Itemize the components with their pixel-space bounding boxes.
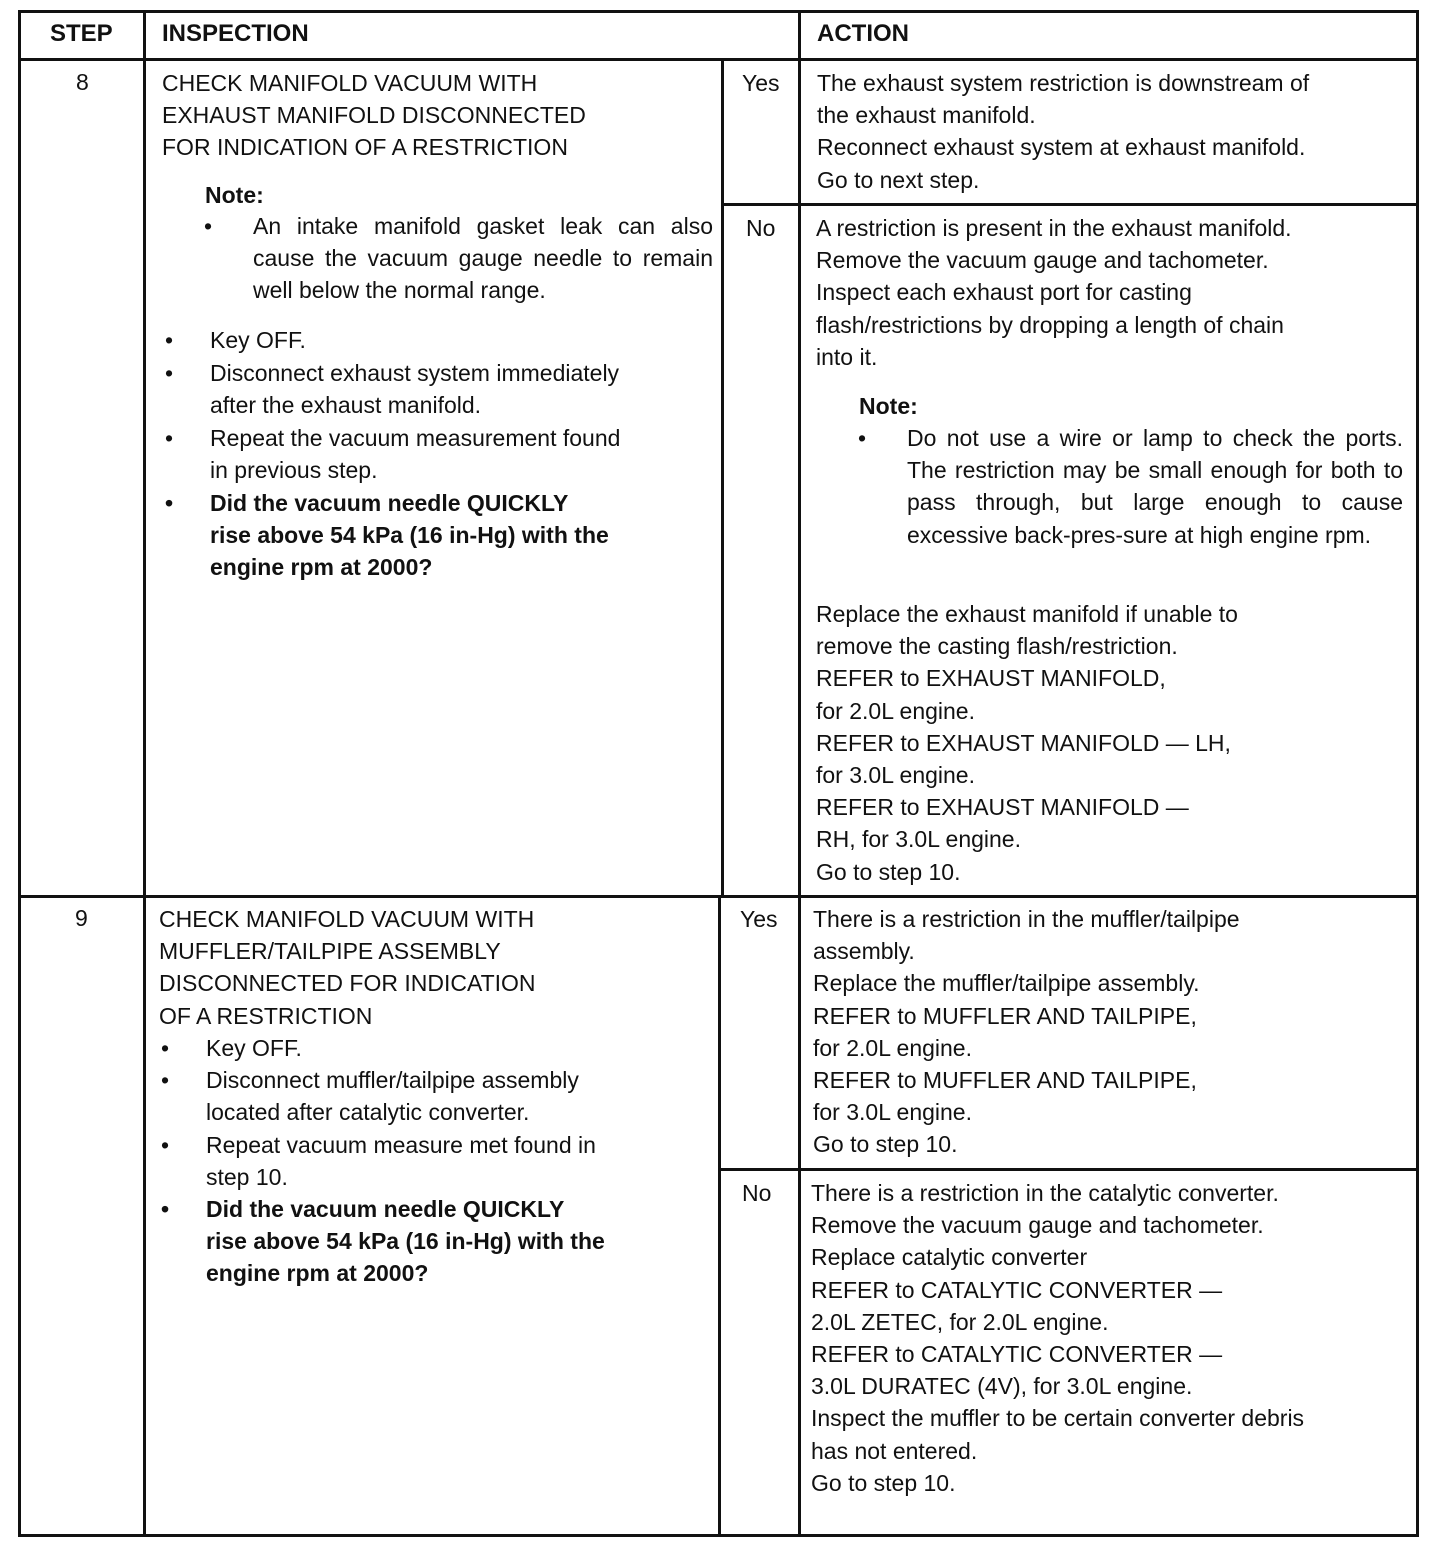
inspection-question: Did the vacuum needle QUICKLY rise above 54 kPa (16 in-Hg) with the engine rpm at 2000? bbox=[206, 1196, 605, 1287]
note-bullet-icon: • bbox=[204, 213, 213, 239]
no-label: No bbox=[742, 1180, 772, 1206]
row-8-yes-no-divider bbox=[721, 203, 1419, 206]
note-bullet-icon: • bbox=[858, 425, 867, 451]
bullet-icon: • bbox=[161, 1035, 170, 1061]
step-number: 8 bbox=[76, 69, 89, 95]
yes-label: Yes bbox=[742, 70, 780, 96]
list-item: Key OFF. bbox=[210, 327, 306, 353]
action-column-divider bbox=[798, 10, 801, 1537]
row-8-answer-divider bbox=[721, 58, 724, 898]
diagnostic-table bbox=[18, 10, 1419, 1537]
no-action-text: A restriction is present in the exhaust manifold. Remove the vacuum gauge and tachometer. Inspect each exhaust port for casting flash/restrictions by dropping a length of chain into it. bbox=[816, 215, 1292, 370]
bullet-icon: • bbox=[165, 360, 174, 386]
bullet-icon: • bbox=[161, 1196, 170, 1222]
list-item: Repeat vacuum measure met found in step 10. bbox=[206, 1132, 596, 1191]
step-column-divider bbox=[143, 10, 146, 1537]
note-label: Note: bbox=[859, 393, 918, 419]
row-9-answer-divider bbox=[718, 895, 721, 1537]
inspection-title: CHECK MANIFOLD VACUUM WITH MUFFLER/TAILPIPE ASSEMBLY DISCONNECTED FOR INDICATION OF A RESTRICTION bbox=[159, 906, 536, 1029]
header-step: STEP bbox=[50, 20, 113, 47]
table-left-border bbox=[18, 10, 21, 1537]
list-item: Repeat the vacuum measurement found in previous step. bbox=[210, 425, 621, 484]
yes-action-text: There is a restriction in the muffler/tailpipe assembly. Replace the muffler/tailpipe assembly. REFER to MUFFLER AND TAILPIPE, for 2.0L engine. REFER to MUFFLER AND TAILPIPE, for 3.0L engine. Go to step 10. bbox=[813, 906, 1240, 1158]
list-item: Disconnect muffler/tailpipe assembly located after catalytic converter. bbox=[206, 1067, 579, 1126]
header-inspection: INSPECTION bbox=[162, 20, 309, 47]
list-item: Key OFF. bbox=[206, 1035, 302, 1061]
list-item: Disconnect exhaust system immediately after the exhaust manifold. bbox=[210, 360, 620, 419]
no-label: No bbox=[746, 215, 776, 241]
yes-action-text: The exhaust system restriction is downstream of the exhaust manifold. Reconnect exhaust system at exhaust manifold. Go to next step. bbox=[817, 70, 1310, 193]
bullet-icon: • bbox=[161, 1132, 170, 1158]
no-action-text: There is a restriction in the catalytic converter. Remove the vacuum gauge and tachometer. Replace catalytic converter REFER to CATALYTIC CONVERTER — 2.0L ZETEC, for 2.0L engine. REFER to CATALYTIC CONVERTER — 3.0L DURATEC (4V), for 3.0L engine. Inspect the muffler to be certain converter debris has not entered. Go to step 10. bbox=[811, 1180, 1305, 1496]
note-label: Note: bbox=[205, 182, 264, 208]
inspection-title: CHECK MANIFOLD VACUUM WITH EXHAUST MANIFOLD DISCONNECTED FOR INDICATION OF A RESTRICTION bbox=[162, 70, 586, 161]
header-action: ACTION bbox=[817, 20, 909, 47]
step-number: 9 bbox=[75, 905, 88, 931]
table-right-border bbox=[1416, 10, 1419, 1537]
header-divider bbox=[18, 58, 1419, 61]
bullet-icon: • bbox=[165, 327, 174, 353]
note-text: An intake manifold gasket leak can also cause the vacuum gauge needle to remain well below the normal range. bbox=[253, 213, 713, 304]
note-text: Do not use a wire or lamp to check the ports. The restriction may be small enough for both to pass through, but large enough to cause excessive back-pres-sure at high engine rpm. bbox=[907, 425, 1403, 548]
bullet-icon: • bbox=[165, 490, 174, 516]
row-9-yes-no-divider bbox=[718, 1168, 1419, 1171]
no-action-followup: Replace the exhaust manifold if unable to remove the casting flash/restriction. REFER to EXHAUST MANIFOLD, for 2.0L engine. REFER to EXHAUST MANIFOLD — LH, for 3.0L engine. REFER to EXHAUST MANIFOLD — RH, for 3.0L engine. Go to step 10. bbox=[816, 601, 1238, 885]
table-top-border bbox=[18, 10, 1419, 13]
yes-label: Yes bbox=[740, 906, 778, 932]
bullet-icon: • bbox=[165, 425, 174, 451]
bullet-icon: • bbox=[161, 1067, 170, 1093]
inspection-question: Did the vacuum needle QUICKLY rise above 54 kPa (16 in-Hg) with the engine rpm at 2000? bbox=[210, 490, 609, 581]
